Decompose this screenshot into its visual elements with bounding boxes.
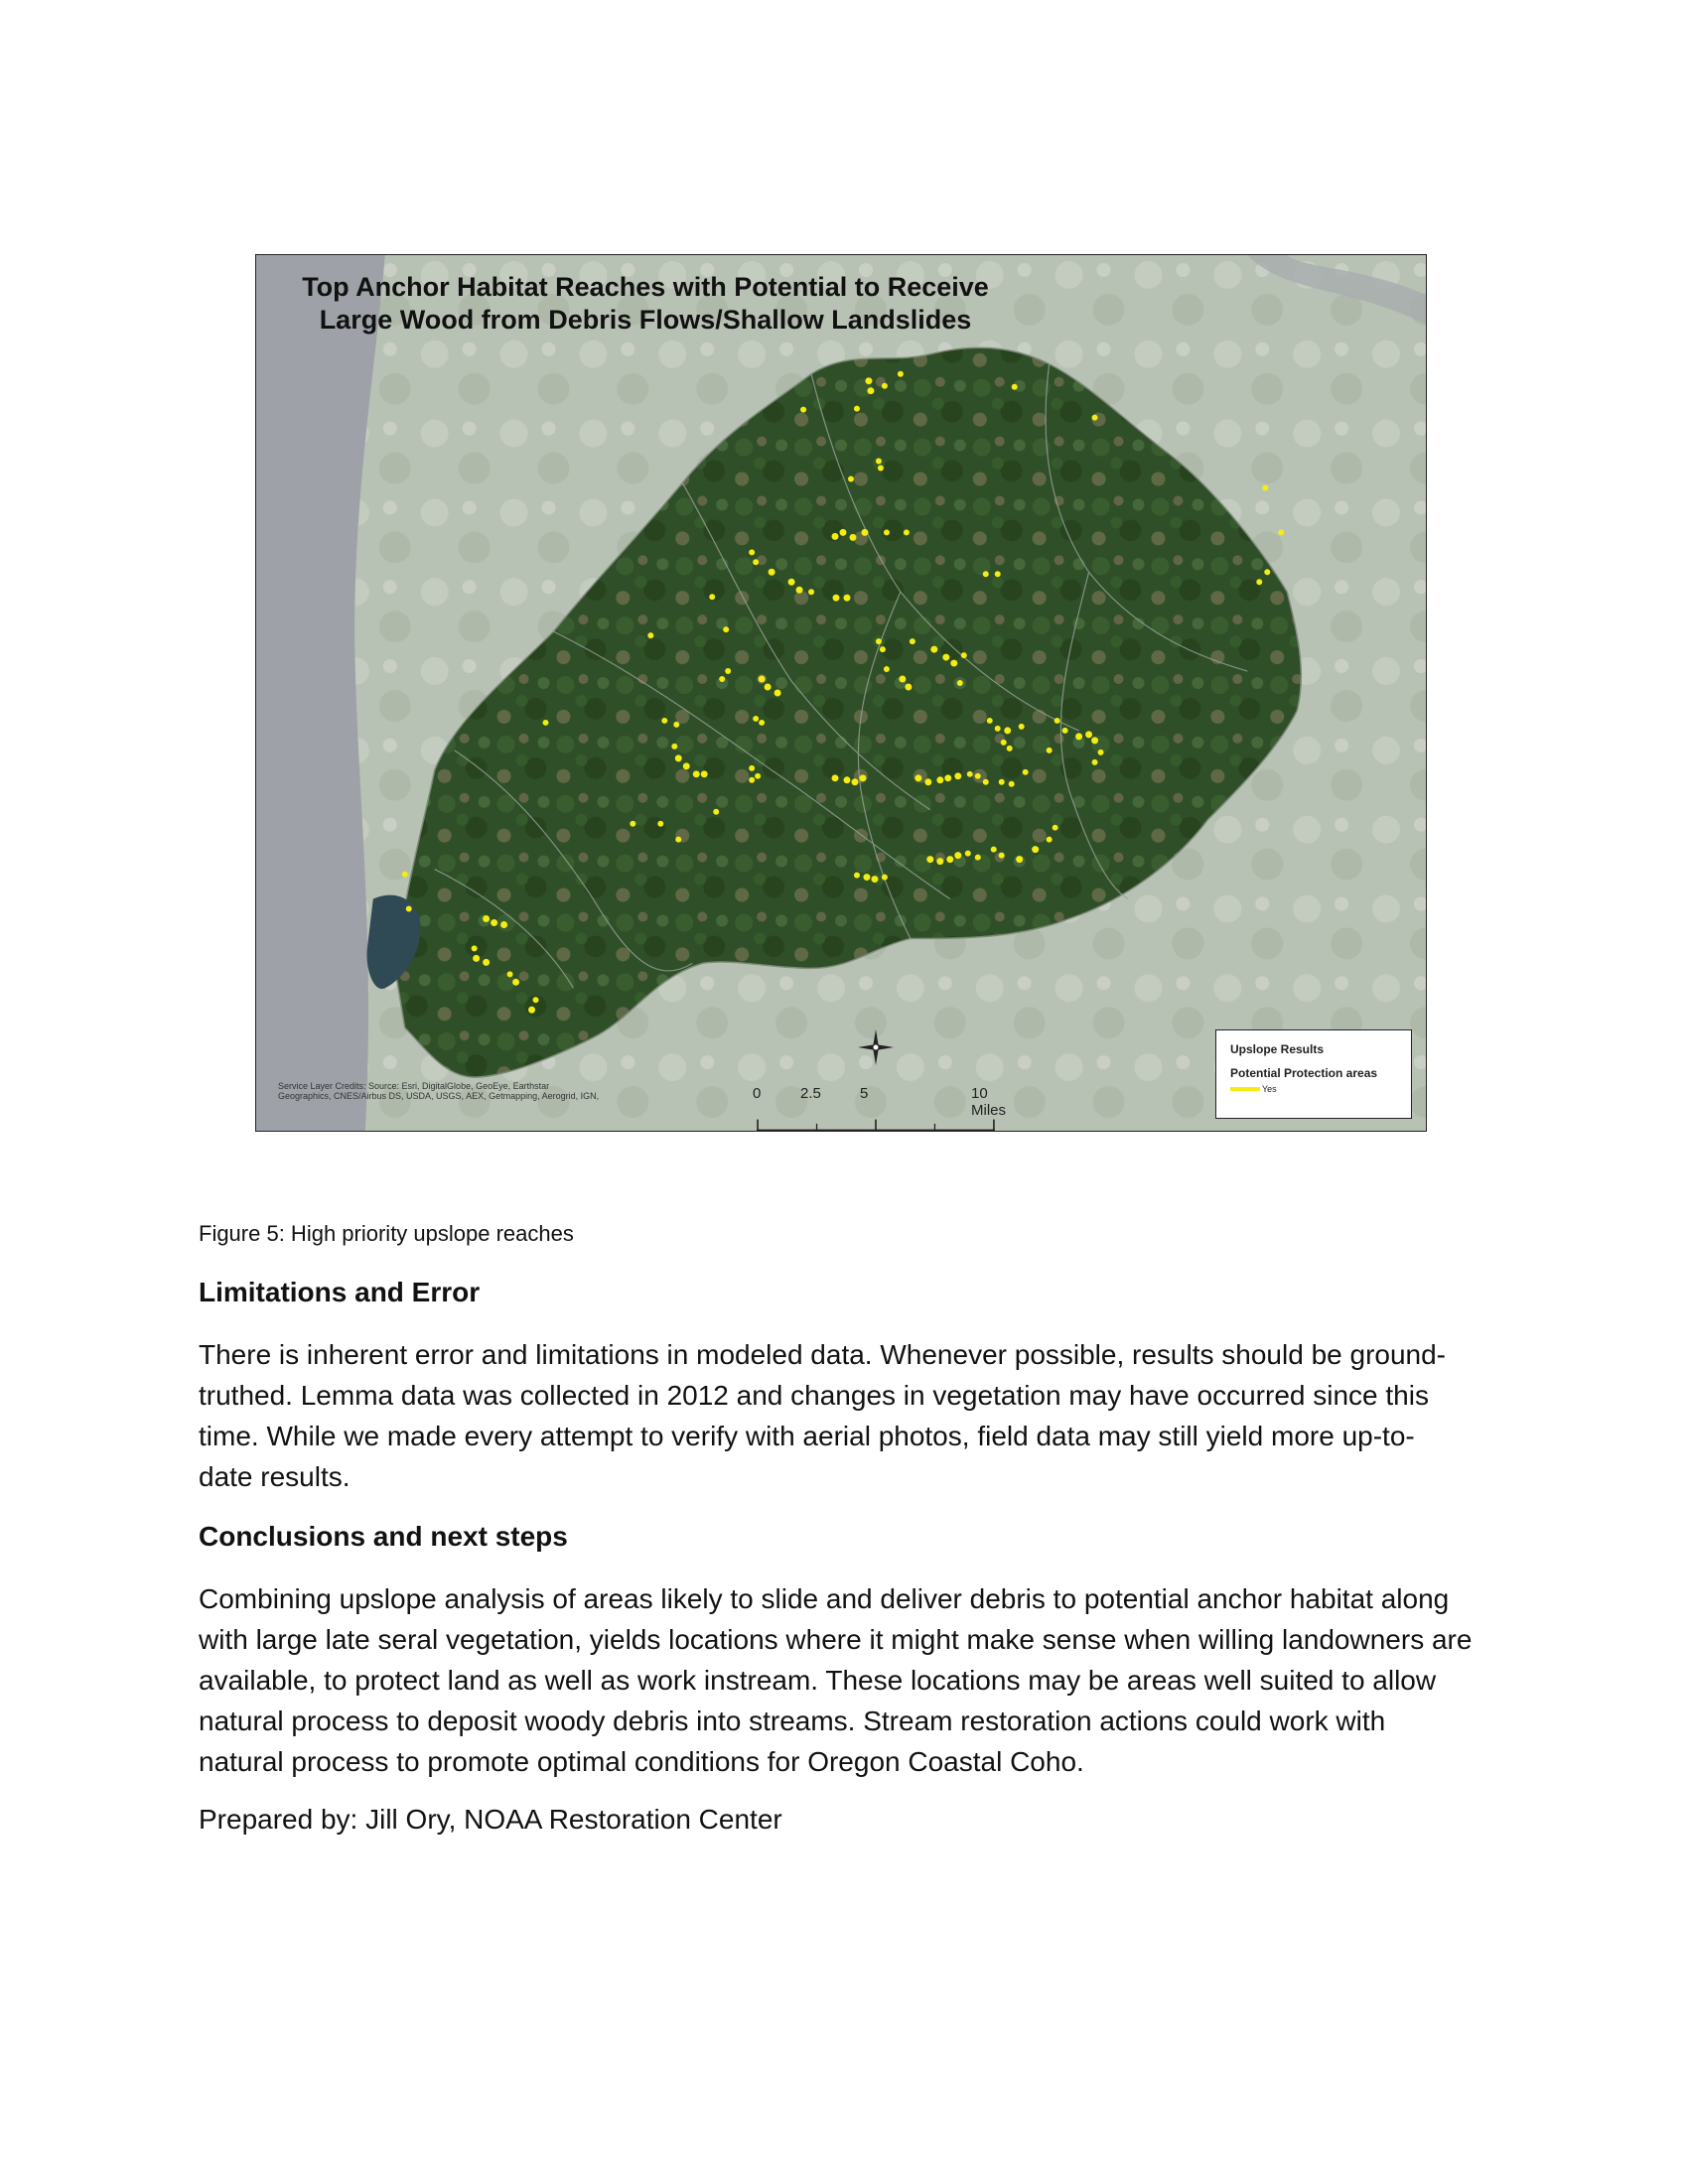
- section-heading-conclusions: Conclusions and next steps: [199, 1521, 568, 1552]
- map-legend: [1215, 1029, 1412, 1119]
- credits-line-1: Service Layer Credits: Source: Esri, DigitalGlobe, GeoEye, Earthstar: [278, 1081, 550, 1091]
- section-paragraph-conclusions: [199, 1578, 1489, 1782]
- section-paragraph-limitations: [199, 1334, 1489, 1497]
- legend-item-label: Yes: [1262, 1084, 1277, 1094]
- credits-line-2: Geographics, CNES/Airbus DS, USDA, USGS, AEX, Getmapping, Aerogrid, IGN,: [278, 1091, 600, 1101]
- paragraph-line: date results.: [199, 1461, 351, 1492]
- paragraph-line: Combining upslope analysis of areas likely to slide and deliver debris to potential anchor habitat along: [199, 1583, 1450, 1614]
- section-heading-limitations: Limitations and Error: [199, 1277, 481, 1307]
- paragraph-line: natural process to deposit woody debris into streams. Stream restoration actions could work with: [199, 1706, 1386, 1736]
- scale-label-5: 5: [860, 1085, 869, 1102]
- scale-bar: [753, 1085, 1007, 1125]
- paragraph-line: There is inherent error and limitations in modeled data. Whenever possible, results should be ground-: [199, 1339, 1447, 1370]
- map-title-line-1: Top Anchor Habitat Reaches with Potential to Receive: [302, 272, 989, 302]
- paragraph-line: with large late seral vegetation, yields locations where it might make sense when willing landowners are: [199, 1624, 1473, 1655]
- paragraph-line: available, to protect land as well as work instream. These locations may be areas well suited to allow: [199, 1665, 1437, 1696]
- legend-subtitle: Potential Protection areas: [1230, 1066, 1378, 1080]
- legend-title: Upslope Results: [1230, 1042, 1325, 1056]
- map-title-line-2: Large Wood from Debris Flows/Shallow Landslides: [319, 305, 972, 335]
- map-title: [268, 271, 1023, 337]
- paragraph-line: natural process to promote optimal conditions for Oregon Coastal Coho.: [199, 1746, 1084, 1777]
- figure-caption: Figure 5: High priority upslope reaches: [199, 1221, 574, 1246]
- legend-swatch: [1230, 1087, 1260, 1091]
- legend-item: [1230, 1084, 1397, 1094]
- scale-label-10-miles: 10 Miles: [971, 1085, 1007, 1119]
- scale-bar-line: [757, 1105, 995, 1132]
- north-arrow-icon: [856, 1027, 896, 1067]
- prepared-by: Prepared by: Jill Ory, NOAA Restoration Center: [199, 1804, 782, 1835]
- map-figure: [255, 254, 1427, 1132]
- map-image: [256, 255, 1426, 1131]
- paragraph-line: time. While we made every attempt to verify with aerial photos, field data may still yield more up-to-: [199, 1421, 1415, 1451]
- scale-label-2-5: 2.5: [800, 1085, 821, 1102]
- scale-label-0: 0: [753, 1085, 762, 1102]
- service-layer-credits: [278, 1081, 635, 1101]
- paragraph-line: truthed. Lemma data was collected in 2012 and changes in vegetation may have occurred since this: [199, 1380, 1429, 1411]
